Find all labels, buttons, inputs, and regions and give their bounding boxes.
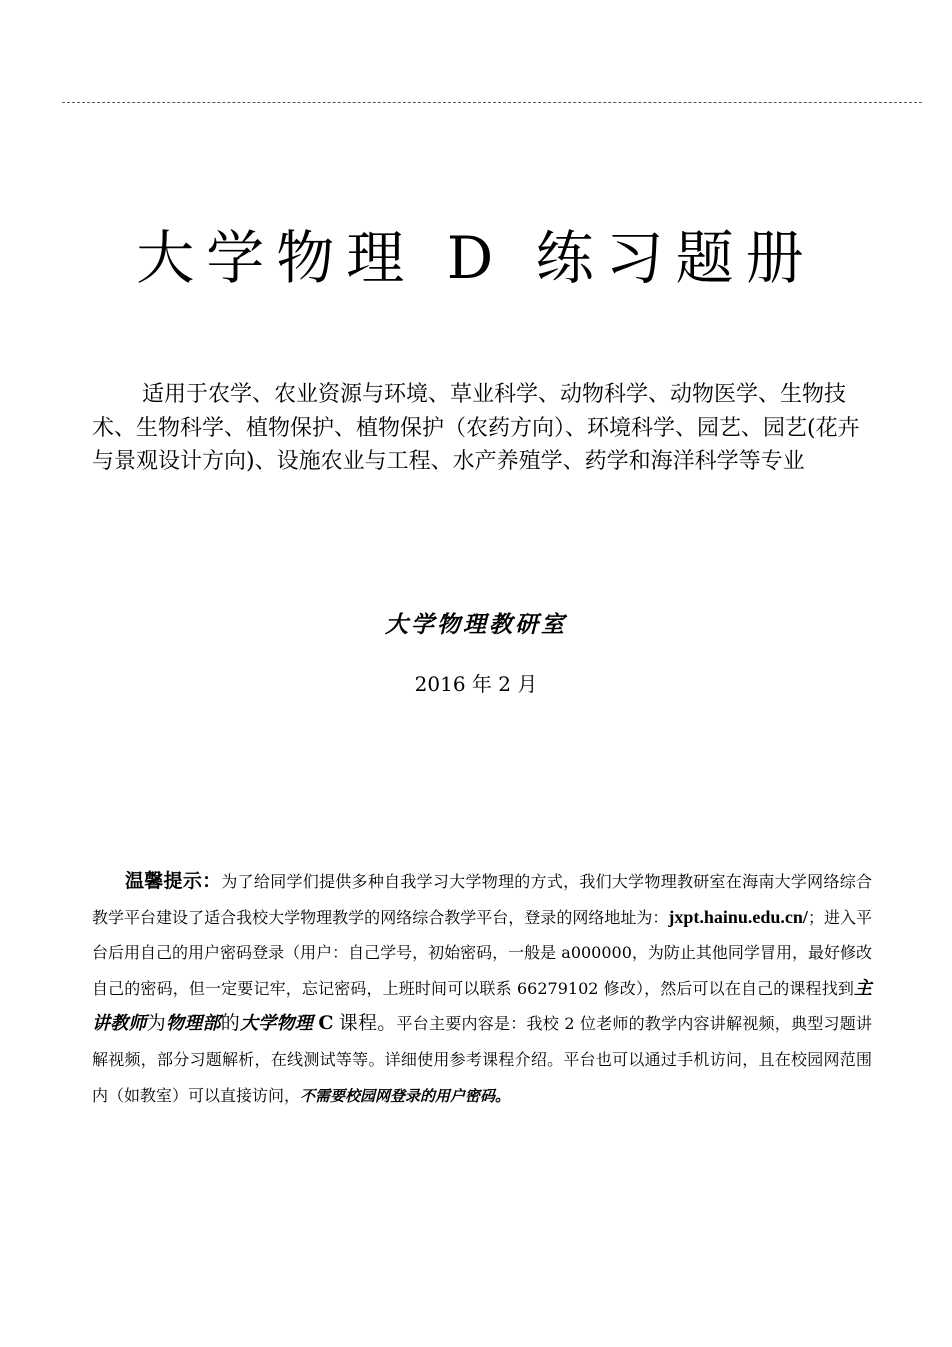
- course-word: 课程。: [338, 1012, 397, 1035]
- tip-text-part2: ；进入平台后用自己的用户密码登录（用户：自己学号，初始密码，一般是 a000000，为防止其他同学冒用，最好修改自己的密码，但一定要记牢，忘记密码，上班时间可以联系 66279102 修改），然后可以在自己的课程找到: [92, 907, 872, 998]
- header-dashed-divider: [62, 102, 922, 103]
- tip-paragraph: [92, 864, 872, 1114]
- tip-connector-de: 的: [220, 1012, 240, 1035]
- tip-text-part1: 为了给同学们提供多种自我学习大学物理的方式，我们大学物理教研室在海南大学网络综合教学平台建设了适合我校大学物理教学的网络综合教学平台，登录的网络地址为：: [92, 872, 872, 927]
- course-name-emphasis: 大学物理: [240, 1013, 313, 1035]
- course-letter: C: [318, 1012, 334, 1035]
- platform-url: jxpt.hainu.edu.cn/: [668, 906, 808, 927]
- tip-text-part3: 平台主要内容是：我校 2 位老师的教学内容讲解视频，典型习题讲解视频，部分习题解析，在线测试等等。详细使用参考课程介绍。平台也可以通过手机访问，且在校园网范围内（如教室）可以直接访问，: [92, 1014, 873, 1105]
- applicable-majors-paragraph: 适用于农学、农业资源与环境、草业科学、动物科学、动物医学、生物技术、生物科学、植物保护、植物保护（农药方向）、环境科学、园艺、园艺(花卉与景观设计方向)、设施农业与工程、水产养殖学、药学和海洋科学等专业: [92, 382, 860, 474]
- closing-emphasis: 不需要校园网登录的用户密码。: [300, 1086, 511, 1105]
- tip-label: 温馨提示：: [125, 870, 222, 892]
- department-name: 大学物理教研室: [385, 611, 567, 638]
- publish-date: 2016 年 2 月: [414, 672, 538, 696]
- department-emphasis: 物理部: [166, 1013, 221, 1035]
- teacher-emphasis: 主讲教师: [92, 977, 872, 1035]
- tip-connector-wei: 为: [146, 1012, 166, 1035]
- document-title: 大学物理 D 练习题册: [136, 224, 816, 292]
